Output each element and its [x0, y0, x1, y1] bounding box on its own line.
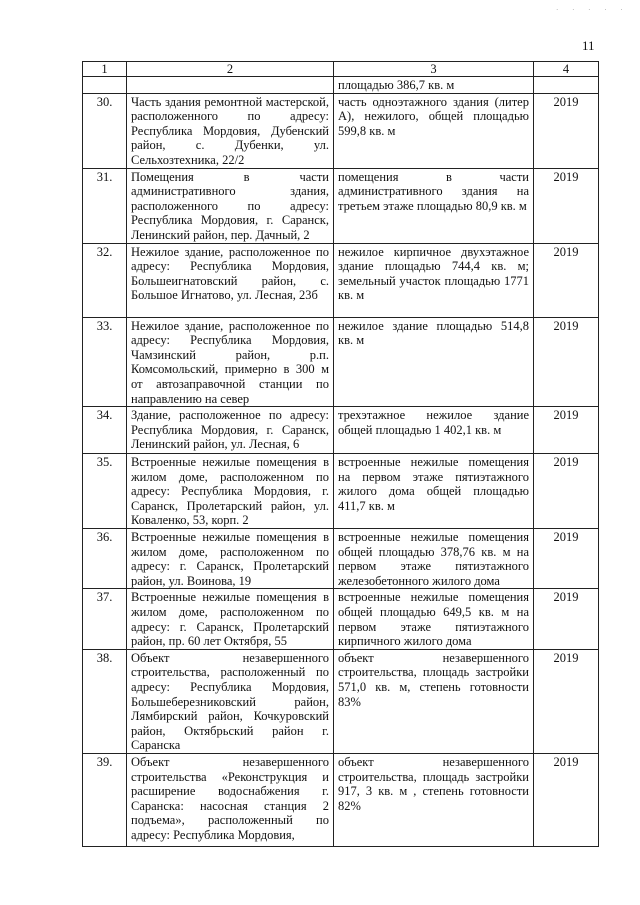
table-row	[83, 649, 599, 753]
object-name: Встроенные нежилые помещения в жилом доме, расположенном по адресу: Республика Мордовия, г. Саранск, Пролетарский район, ул. Коваленко, 53, корп. 2	[127, 454, 334, 529]
object-name: Здание, расположенное по адресу: Республика Мордовия, г. Саранск, Ленинский район, ул. Лесная, 6	[127, 407, 334, 454]
object-description: встроенные нежилые помещения на первом этаже пятиэтажного жилого дома общей площадью 411,7 кв. м	[334, 454, 534, 529]
table-row	[83, 529, 599, 589]
object-description: трехэтажное нежилое здание общей площадью 1 402,1 кв. м	[334, 407, 534, 454]
empty-cell	[127, 77, 334, 94]
year-cell: 2019	[534, 243, 599, 317]
table-row	[83, 407, 599, 454]
year-cell: 2019	[534, 93, 599, 168]
row-number: 38.	[83, 649, 127, 753]
page-number: 11	[582, 38, 595, 53]
row-number: 37.	[83, 589, 127, 649]
object-name: Нежилое здание, расположенное по адресу: Республика Мордовия, Большеигнатовский район, с. Большое Игнатово, ул. Лесная, 23б	[127, 243, 334, 317]
year-cell: 2019	[534, 753, 599, 846]
row-number: 39.	[83, 753, 127, 846]
table-row	[83, 454, 599, 529]
header-cell: 1	[83, 62, 127, 77]
row-number: 30.	[83, 93, 127, 168]
object-name: Встроенные нежилые помещения в жилом доме, расположенном по адресу: г. Саранск, Пролетарский район, пр. 60 лет Октября, 55	[127, 589, 334, 649]
scan-marks: · · · · ·	[556, 6, 629, 14]
object-description: нежилое кирпичное двухэтажное здание площадью 744,4 кв. м; земельный участок площадью 1771 кв. м	[334, 243, 534, 317]
table-header-row	[83, 62, 599, 77]
table-row	[83, 93, 599, 168]
row-number: 33.	[83, 317, 127, 407]
table-row	[83, 589, 599, 649]
continuation-text: площадью 386,7 кв. м	[334, 77, 534, 94]
object-description: встроенные нежилые помещения общей площадью 649,5 кв. м на первом этаже пятиэтажного кирпичного жилого дома	[334, 589, 534, 649]
continuation-row	[83, 77, 599, 94]
object-name: Объект незавершенного строительства, расположенный по адресу: Республика Мордовия, Большеберезниковский район, Лямбирский район, Кочкуровский район, Октябрьский район г. Саранска	[127, 649, 334, 753]
table-row	[83, 168, 599, 243]
empty-cell	[534, 77, 599, 94]
empty-cell	[83, 77, 127, 94]
object-description: часть одноэтажного здания (литер А), нежилого, общей площадью 599,8 кв. м	[334, 93, 534, 168]
header-cell: 3	[334, 62, 534, 77]
object-name: Помещения в части административного здания, расположенного по адресу: Республика Мордовия, г. Саранск, Ленинский район, пер. Дачный, 2	[127, 168, 334, 243]
year-cell: 2019	[534, 589, 599, 649]
header-cell: 4	[534, 62, 599, 77]
year-cell: 2019	[534, 317, 599, 407]
table-row	[83, 317, 599, 407]
year-cell: 2019	[534, 168, 599, 243]
object-name: Встроенные нежилые помещения в жилом доме, расположенном по адресу: г. Саранск, Пролетарский район, ул. Воинова, 19	[127, 529, 334, 589]
object-description: помещения в части административного здания на третьем этаже площадью 80,9 кв. м	[334, 168, 534, 243]
row-number: 34.	[83, 407, 127, 454]
object-description: нежилое здание площадью 514,8 кв. м	[334, 317, 534, 407]
object-name: Часть здания ремонтной мастерской, расположенного по адресу: Республика Мордовия, Дубенский район, с. Дубенки, ул. Сельхозтехника, 22/2	[127, 93, 334, 168]
object-description: объект незавершенного строительства, площадь застройки 917, 3 кв. м , степень готовности 82%	[334, 753, 534, 846]
header-cell: 2	[127, 62, 334, 77]
row-number: 36.	[83, 529, 127, 589]
year-cell: 2019	[534, 529, 599, 589]
row-number: 31.	[83, 168, 127, 243]
year-cell: 2019	[534, 454, 599, 529]
object-description: объект незавершенного строительства, площадь застройки 571,0 кв. м, степень готовности 83%	[334, 649, 534, 753]
object-name: Объект незавершенного строительства «Реконструкция и расширение водоснабжения г. Саранска: насосная станция 2 подъема», расположенный по адресу: Республика Мордовия,	[127, 753, 334, 846]
year-cell: 2019	[534, 407, 599, 454]
table-row	[83, 753, 599, 846]
row-number: 32.	[83, 243, 127, 317]
object-description: встроенные нежилые помещения общей площадью 378,76 кв. м на первом этаже пятиэтажного железобетонного жилого дома	[334, 529, 534, 589]
table-row	[83, 243, 599, 317]
row-number: 35.	[83, 454, 127, 529]
property-table	[82, 61, 599, 847]
object-name: Нежилое здание, расположенное по адресу: Республика Мордовия, Чамзинский район, р.п. Комсомольский, примерно в 300 м от автозаправочной станции по направлению на север	[127, 317, 334, 407]
year-cell: 2019	[534, 649, 599, 753]
